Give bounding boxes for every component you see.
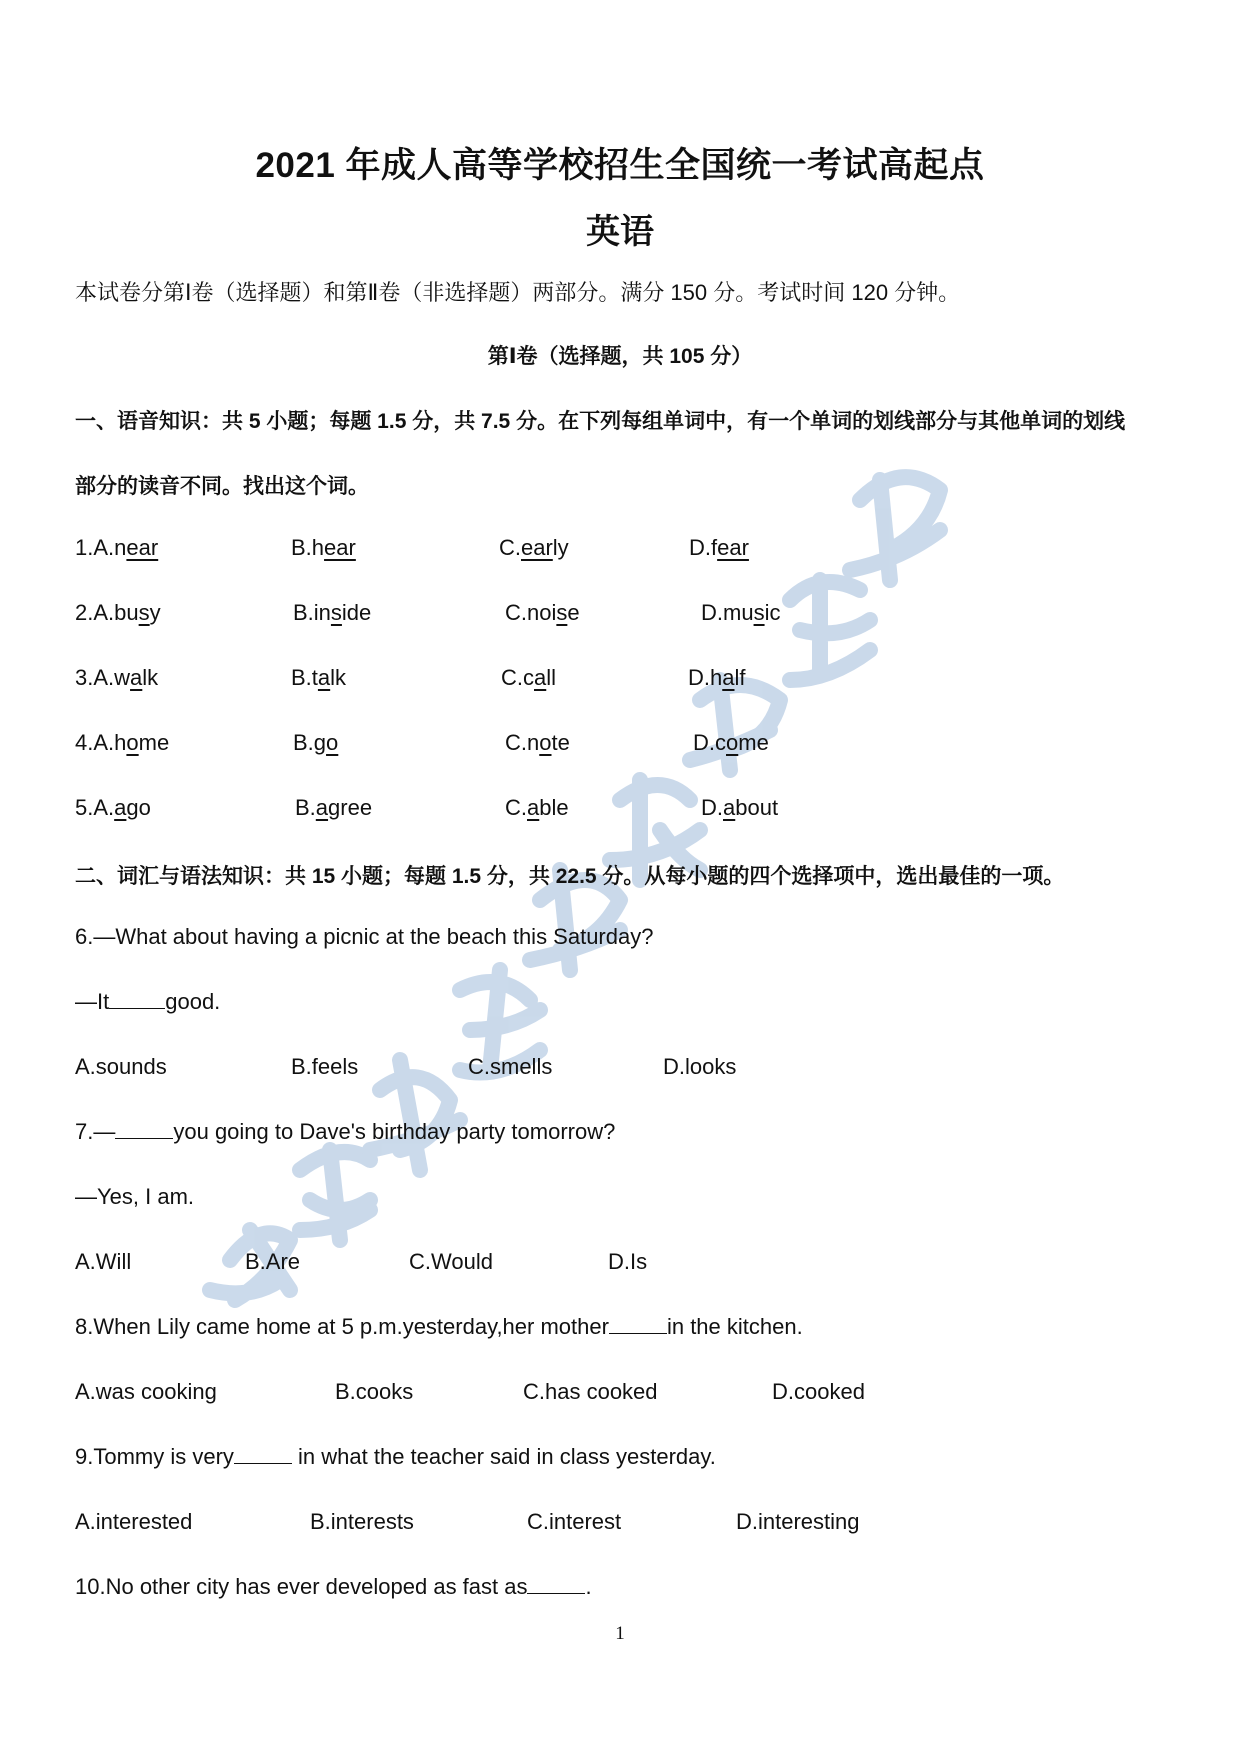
- word-part: ly: [552, 535, 569, 560]
- underlined-part: s: [138, 600, 150, 625]
- underlined-part: a: [130, 665, 143, 690]
- word-part: h: [311, 535, 325, 560]
- word-part: y: [149, 600, 161, 625]
- question-6-option-b[interactable]: B.feels: [291, 1054, 359, 1079]
- answer-blank: [609, 1315, 667, 1334]
- section2-heading: 二、词汇与语法知识：共 15 小题；每题 1.5 分，共 22.5 分。从每小题的四个选择项中，选出最佳的一项。: [75, 865, 1065, 888]
- question-number: 4.: [75, 730, 94, 755]
- underlined-part: s: [330, 600, 342, 625]
- question-5-option-c[interactable]: [505, 795, 569, 821]
- question-10-text-end: .: [585, 1574, 592, 1599]
- question-2-option-a[interactable]: [75, 600, 161, 626]
- section1-heading: 一、语音知识：共 5 小题；每题 1.5 分，共 7.5 分。在下列每组单词中，有一个单词的划线部分与其他单词的划线: [75, 410, 1126, 433]
- question-2-option-c[interactable]: [505, 600, 580, 626]
- word-part: ll: [546, 665, 557, 690]
- option-letter: A.: [93, 665, 115, 690]
- option-letter: D.: [688, 665, 710, 690]
- question-4-option-b[interactable]: [293, 730, 338, 756]
- underlined-part: a: [114, 795, 127, 820]
- question-3-option-d[interactable]: [688, 665, 746, 691]
- option-letter: D.: [701, 795, 723, 820]
- underlined-part: s: [556, 600, 568, 625]
- question-9-option-a[interactable]: A.interested: [75, 1509, 193, 1534]
- question-6-option-d[interactable]: D.looks: [663, 1054, 737, 1079]
- word-part: t: [311, 665, 318, 690]
- word-part: go: [126, 795, 151, 820]
- question-8-stem: [75, 1314, 803, 1340]
- underlined-part: a: [534, 665, 547, 690]
- question-7-option-d[interactable]: D.Is: [608, 1249, 648, 1274]
- option-letter: B.: [293, 600, 314, 625]
- option-letter: A.: [93, 730, 115, 755]
- underlined-part: ear: [521, 535, 553, 560]
- question-7-stem: [75, 1119, 615, 1145]
- underlined-part: a: [527, 795, 540, 820]
- question-9-text-end: in what the teacher said in class yesterday.: [291, 1444, 716, 1469]
- question-2-option-d[interactable]: [701, 600, 780, 626]
- underlined-part: ear: [126, 535, 159, 560]
- word-part: c: [523, 665, 534, 690]
- question-7-option-b[interactable]: B.Are: [245, 1249, 301, 1274]
- option-letter: C.: [505, 600, 527, 625]
- option-letter: B.: [295, 795, 316, 820]
- option-letter: D.: [693, 730, 715, 755]
- question-number: 2.: [75, 600, 94, 625]
- question-4-option-d[interactable]: [693, 730, 769, 756]
- section1-heading-cont: 部分的读音不同。找出这个词。: [75, 475, 369, 498]
- question-7-option-a[interactable]: A.Will: [75, 1249, 132, 1274]
- question-6-reply-end: good.: [165, 989, 221, 1014]
- underlined-part: a: [315, 795, 329, 820]
- underlined-part: o: [726, 730, 739, 755]
- option-letter: B.: [291, 665, 312, 690]
- question-3-option-b[interactable]: [291, 665, 346, 691]
- question-4-option-c[interactable]: [505, 730, 570, 756]
- question-8-option-a[interactable]: A.was cooking: [75, 1379, 217, 1404]
- option-letter: A.: [93, 535, 115, 560]
- option-letter: D.: [701, 600, 723, 625]
- word-part: g: [313, 730, 327, 755]
- word-part: c: [715, 730, 726, 755]
- word-part: w: [114, 665, 131, 690]
- option-letter: C.: [499, 535, 521, 560]
- question-6-option-c[interactable]: C.smells: [468, 1054, 553, 1079]
- question-8-option-d[interactable]: D.cooked: [772, 1379, 865, 1404]
- question-5-option-a[interactable]: [75, 795, 151, 821]
- word-part: e: [567, 600, 580, 625]
- word-part: ble: [539, 795, 569, 820]
- underlined-part: ear: [717, 535, 749, 560]
- answer-blank: [109, 990, 165, 1009]
- word-part: noi: [527, 600, 557, 625]
- underlined-part: o: [539, 730, 552, 755]
- underlined-part: o: [126, 730, 139, 755]
- question-8-text: 8.When Lily came home at 5 p.m.yesterday,her mother: [75, 1314, 609, 1339]
- question-10-text: 10.No other city has ever developed as fast as: [75, 1574, 528, 1599]
- word-part: lf: [734, 665, 746, 690]
- question-2-option-b[interactable]: [293, 600, 371, 626]
- word-part: me: [138, 730, 170, 755]
- option-letter: A.: [93, 795, 115, 820]
- question-9-option-b[interactable]: B.interests: [310, 1509, 414, 1534]
- question-number: 3.: [75, 665, 94, 690]
- question-5-option-d[interactable]: [701, 795, 778, 821]
- answer-blank: [234, 1445, 292, 1464]
- word-part: me: [738, 730, 769, 755]
- subject-title: 英语: [586, 213, 654, 251]
- question-7-number: 7.—: [75, 1119, 116, 1144]
- exam-title: 2021 年成人高等学校招生全国统一考试高起点: [255, 146, 985, 185]
- word-part: n: [114, 535, 127, 560]
- option-letter: C.: [505, 730, 527, 755]
- word-part: h: [114, 730, 127, 755]
- question-9-text: 9.Tommy is very: [75, 1444, 234, 1469]
- question-8-text-end: in the kitchen.: [666, 1314, 803, 1339]
- underlined-part: a: [723, 795, 736, 820]
- question-9-option-d[interactable]: D.interesting: [736, 1509, 860, 1534]
- word-part: h: [710, 665, 723, 690]
- question-number: 5.: [75, 795, 94, 820]
- question-1-option-b[interactable]: [291, 535, 356, 561]
- option-letter: C.: [505, 795, 527, 820]
- question-1-option-c[interactable]: [499, 535, 569, 561]
- question-3-option-c[interactable]: [501, 665, 556, 691]
- word-part: in: [313, 600, 331, 625]
- underlined-part: o: [326, 730, 339, 755]
- question-6-reply-text: —It: [75, 989, 110, 1014]
- question-9-option-c[interactable]: C.interest: [527, 1509, 622, 1534]
- option-letter: B.: [293, 730, 314, 755]
- answer-blank: [115, 1120, 173, 1139]
- question-7-reply: —Yes, I am.: [75, 1184, 195, 1209]
- word-part: te: [551, 730, 570, 755]
- underlined-part: a: [317, 665, 331, 690]
- question-9-stem: [75, 1444, 716, 1470]
- option-letter: B.: [291, 535, 312, 560]
- word-part: bu: [114, 600, 139, 625]
- word-part: lk: [330, 665, 347, 690]
- option-letter: A.: [93, 600, 115, 625]
- question-7-option-c[interactable]: C.Would: [409, 1249, 493, 1274]
- word-part: n: [527, 730, 540, 755]
- exam-intro: 本试卷分第Ⅰ卷（选择题）和第Ⅱ卷（非选择题）两部分。满分 150 分。考试时间 120 分钟。: [75, 280, 961, 305]
- option-letter: D.: [689, 535, 711, 560]
- word-part: f: [711, 535, 718, 560]
- question-number: 1.: [75, 535, 94, 560]
- question-8-option-b[interactable]: B.cooks: [335, 1379, 414, 1404]
- question-1-option-d[interactable]: [689, 535, 749, 561]
- question-10-stem: [75, 1574, 592, 1600]
- word-part: gree: [328, 795, 373, 820]
- question-6-option-a[interactable]: A.sounds: [75, 1054, 167, 1079]
- question-4-option-a[interactable]: [75, 730, 169, 756]
- question-7-text: you going to Dave's birthday party tomorrow?: [173, 1119, 616, 1144]
- question-3-option-a[interactable]: [75, 665, 158, 691]
- word-part: ic: [764, 600, 781, 625]
- question-1-option-a[interactable]: [75, 535, 158, 561]
- answer-blank: [527, 1575, 585, 1594]
- question-5-option-b[interactable]: [295, 795, 372, 821]
- question-6-reply: [75, 989, 220, 1015]
- page-number: 1: [615, 1623, 625, 1644]
- word-part: lk: [142, 665, 159, 690]
- word-part: ide: [341, 600, 372, 625]
- underlined-part: a: [722, 665, 735, 690]
- underlined-part: s: [753, 600, 765, 625]
- word-part: mu: [723, 600, 754, 625]
- word-part: bout: [735, 795, 779, 820]
- question-8-option-c[interactable]: C.has cooked: [523, 1379, 658, 1404]
- option-letter: C.: [501, 665, 523, 690]
- underlined-part: ear: [324, 535, 356, 560]
- question-6-stem: 6.—What about having a picnic at the beach this Saturday?: [75, 924, 654, 949]
- volume-heading: 第Ⅰ卷（选择题，共 105 分）: [487, 345, 753, 368]
